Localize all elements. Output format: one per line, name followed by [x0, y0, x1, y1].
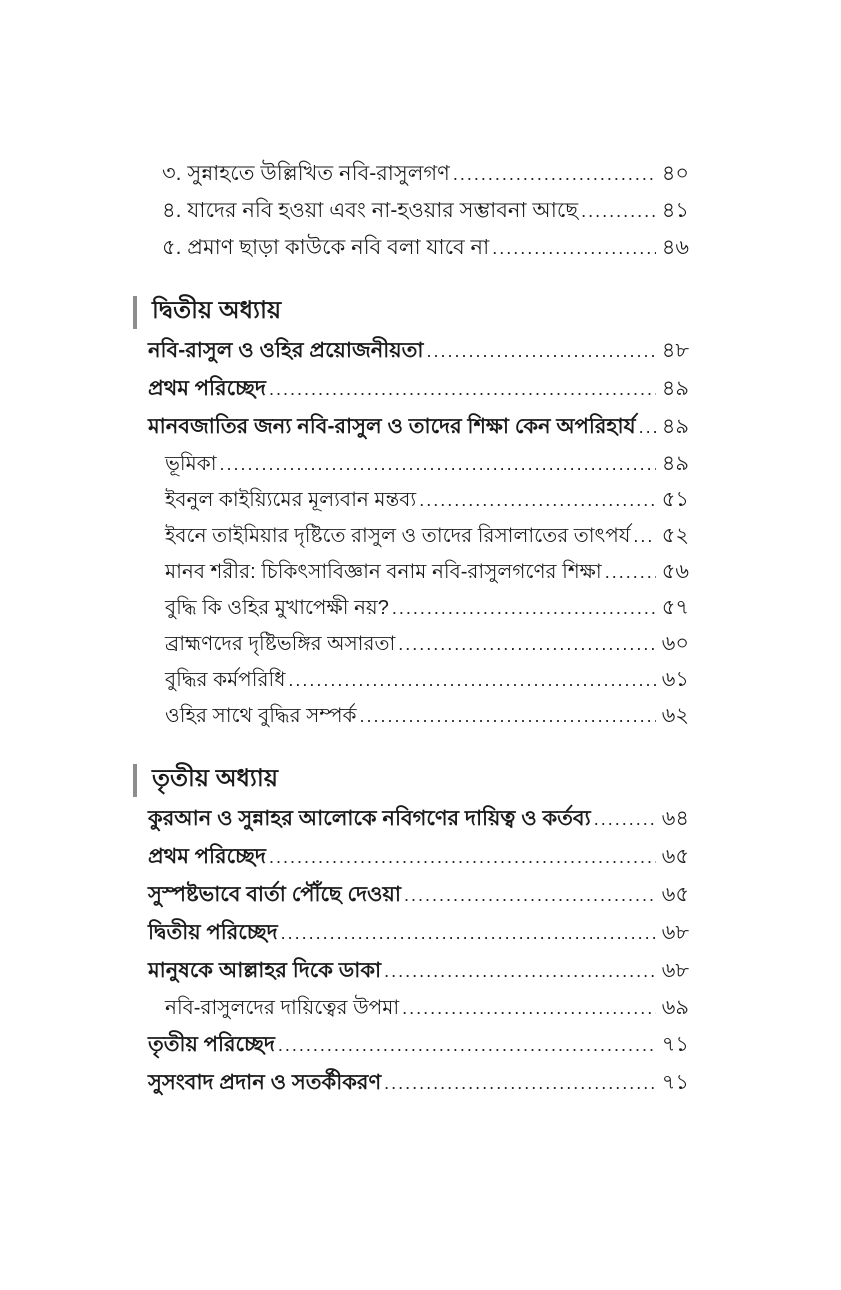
toc-entry-page: ৪০ [661, 162, 689, 185]
dot-leader [581, 193, 656, 230]
toc-entry-label: ব্রাহ্মণদের দৃষ্টিভঙ্গির অসারতা [165, 633, 396, 655]
toc-entry-label: নবি-রাসুলদের দায়িত্বের উপমা [165, 997, 400, 1019]
chapter-title: তৃতীয় অধ্যায় [152, 765, 278, 792]
toc-entry-label: ইবনে তাইমিয়ার দৃষ্টিতে রাসুল ও তাদের রিসালাতের তাৎপর্য [165, 525, 631, 547]
toc-entry-page: ৬০ [661, 632, 689, 655]
toc-entry-label: ওহির সাথে বুদ্ধির সম্পর্ক [165, 705, 357, 727]
toc-entry [165, 446, 689, 482]
toc-entry [165, 554, 689, 590]
toc-entry [148, 1064, 689, 1102]
toc-entry [162, 229, 689, 266]
toc-entry [165, 482, 689, 518]
chapter-heading [133, 760, 689, 800]
toc-entry [148, 408, 689, 446]
dot-leader [404, 876, 656, 914]
dot-leader [419, 482, 656, 518]
toc-entry-label: সুস্পষ্টভাবে বার্তা পৌঁছে দেওয়া [148, 883, 401, 906]
toc-entry [148, 876, 689, 914]
dot-leader [492, 230, 656, 267]
toc-entry-page: ৪৯ [661, 452, 689, 475]
chapter-title: দ্বিতীয় অধ্যায় [152, 297, 282, 324]
toc-entry-page: ৫৬ [661, 560, 689, 583]
toc-entry [148, 914, 689, 952]
toc-entry-page: ৪৯ [661, 415, 689, 438]
toc-entry-page: ৫৭ [661, 596, 689, 619]
dot-leader [281, 914, 656, 952]
toc-entry [165, 626, 689, 662]
dot-leader [605, 554, 656, 590]
table-of-contents [133, 155, 689, 1102]
toc-entry-page: ৬৮ [661, 921, 689, 944]
dot-leader [392, 590, 656, 626]
toc-entry-label: মানুষকে আল্লাহর দিকে ডাকা [148, 959, 382, 982]
toc-entry [148, 370, 689, 408]
toc-entry-page: ৪১ [661, 199, 689, 222]
dot-leader [384, 952, 656, 990]
dot-leader [427, 332, 656, 370]
toc-entry [148, 838, 689, 876]
toc-entry-label: ৪. যাদের নবি হওয়া এবং না-হওয়ার সম্ভাবনা আছে [162, 199, 579, 222]
dot-leader [398, 626, 655, 662]
dot-leader [269, 838, 656, 876]
toc-entry-label: সুসংবাদ প্রদান ও সতর্কীকরণ [148, 1071, 382, 1094]
dot-leader [639, 408, 656, 446]
toc-entry-page: ৪৯ [661, 377, 689, 400]
toc-entry-label: ইবনুল কাইয়্যিমের মূল্যবান মন্তব্য [165, 489, 417, 511]
toc-entry [148, 800, 689, 838]
toc-entry-label: ৫. প্রমাণ ছাড়া কাউকে নবি বলা যাবে না [162, 236, 490, 259]
toc-entry-label: তৃতীয় পরিচ্ছেদ [148, 1033, 275, 1056]
toc-entry-page: ৬২ [661, 704, 689, 727]
dot-leader [278, 1026, 656, 1064]
toc-entry-page: ৬৯ [661, 996, 689, 1019]
toc-entry [162, 192, 689, 229]
toc-entry-page: ৬১ [661, 668, 689, 691]
toc-entry-page: ৬৪ [661, 807, 689, 830]
toc-entry-page: ৪৮ [661, 339, 689, 362]
toc-entry-label: প্রথম পরিচ্ছেদ [148, 377, 266, 400]
toc-entry [148, 332, 689, 370]
toc-entry-label: ৩. সুন্নাহতে উল্লিখিত নবি-রাসুলগণ [162, 162, 450, 185]
toc-entry [165, 518, 689, 554]
toc-entry-page: ৬৫ [661, 883, 689, 906]
toc-entry-label: কুরআন ও সুন্নাহর আলোকে নবিগণের দায়িত্ব ও কর্তব্য [148, 807, 591, 830]
toc-entry-label: মানব শরীর: চিকিৎসাবিজ্ঞান বনাম নবি-রাসুলগণের শিক্ষা [165, 561, 602, 583]
dot-leader [288, 662, 655, 698]
toc-entry-label: বুদ্ধি কি ওহির মুখাপেক্ষী নয়? [165, 597, 389, 619]
toc-entry [165, 990, 689, 1026]
toc-entry-label: নবি-রাসুল ও ওহির প্রয়োজনীয়তা [148, 339, 424, 362]
toc-entry-label: প্রথম পরিচ্ছেদ [148, 845, 266, 868]
toc-entry-page: ৭১ [661, 1033, 689, 1056]
chapter-accent-bar [133, 764, 137, 797]
toc-entry [148, 952, 689, 990]
toc-entry-page: ৪৬ [661, 236, 689, 259]
toc-entry-label: দ্বিতীয় পরিচ্ছেদ [148, 921, 278, 944]
dot-leader [402, 990, 656, 1026]
toc-section [133, 760, 689, 1102]
toc-entry-label: ভূমিকা [165, 453, 217, 475]
dot-leader [360, 698, 656, 734]
toc-entry [162, 155, 689, 192]
dot-leader [384, 1064, 656, 1102]
chapter-heading [133, 292, 689, 332]
dot-leader [269, 370, 656, 408]
toc-entry-page: ৬৮ [661, 959, 689, 982]
dot-leader [220, 446, 656, 482]
toc-entry-page: ৬৫ [661, 845, 689, 868]
toc-entry-page: ৫১ [661, 488, 689, 511]
toc-entry-label: মানবজাতির জন্য নবি-রাসুল ও তাদের শিক্ষা কেন অপরিহার্য [148, 415, 636, 438]
dot-leader [594, 800, 656, 838]
toc-section [133, 292, 689, 734]
toc-entry [165, 698, 689, 734]
toc-entry [148, 1026, 689, 1064]
dot-leader [453, 156, 656, 193]
toc-entry-page: ৭১ [661, 1071, 689, 1094]
toc-entry-page: ৫২ [661, 524, 689, 547]
dot-leader [633, 518, 655, 554]
chapter-accent-bar [133, 296, 137, 329]
toc-entry [165, 590, 689, 626]
toc-entry [165, 662, 689, 698]
toc-entry-label: বুদ্ধির কর্মপরিধি [165, 669, 286, 691]
